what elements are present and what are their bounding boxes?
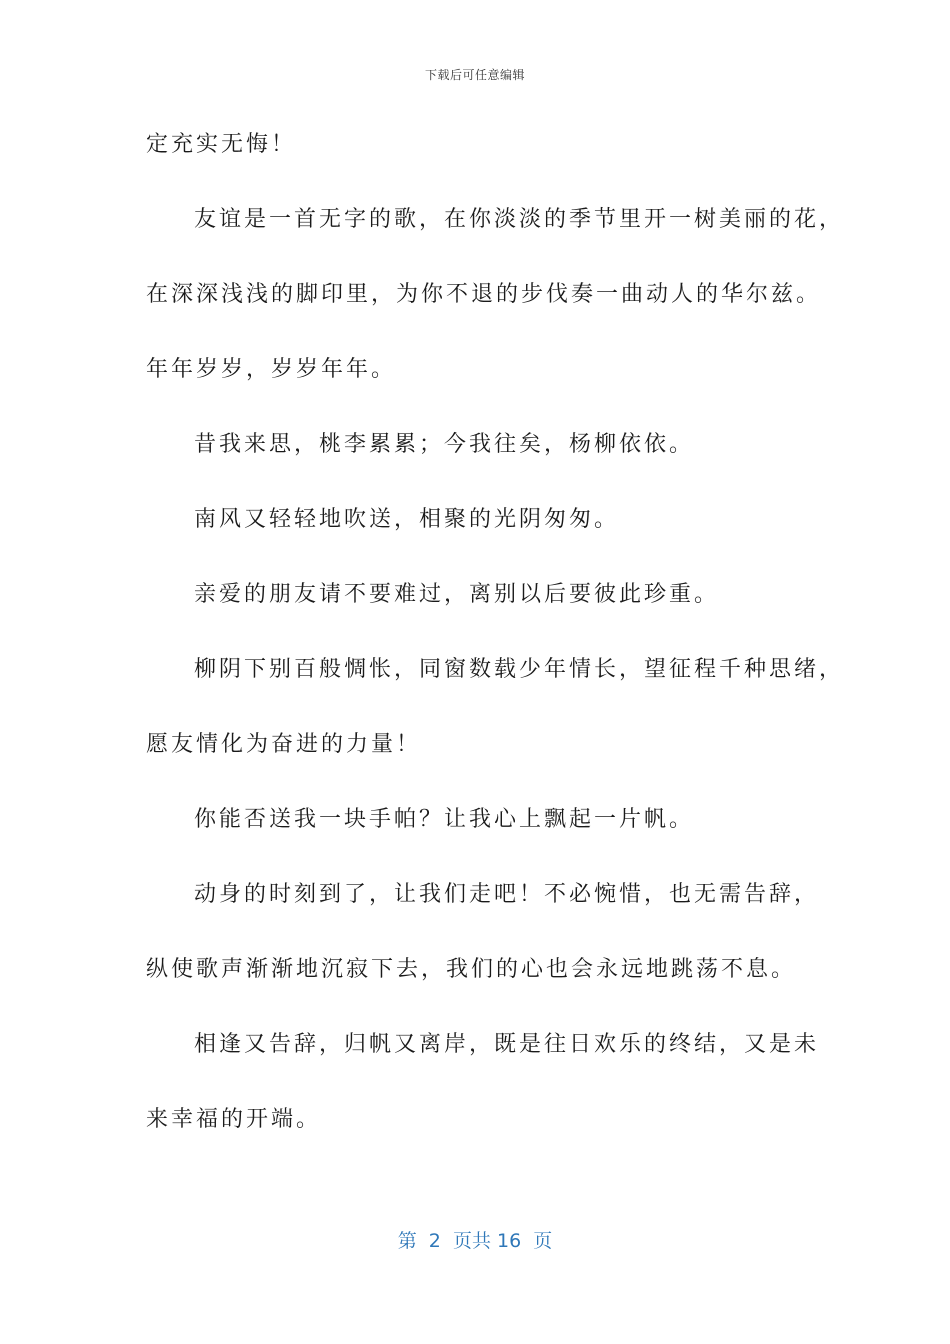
text-line-6: 南风又轻轻地吹送，相聚的光阴匆匆。 [194, 507, 620, 532]
page-header: 下载后可任意编辑 [424, 68, 525, 82]
text-line-8: 柳阴下别百般惆怅，同窗数载少年情长，望征程千种思绪， [194, 657, 845, 682]
text-line-3: 在深深浅浅的脚印里，为你不退的步伐奏一曲动人的华尔兹。 [146, 282, 822, 307]
text-line-12: 纵使歌声渐渐地沉寂下去，我们的心也会永远地跳荡不息。 [146, 957, 797, 982]
text-line-2: 友谊是一首无字的歌，在你淡淡的季节里开一树美丽的花， [194, 207, 845, 232]
text-line-7: 亲爱的朋友请不要难过，离别以后要彼此珍重。 [194, 582, 720, 607]
text-line-11: 动身的时刻到了，让我们走吧！不必惋惜，也无需告辞， [194, 882, 820, 907]
page-number-footer: 第 2 页共 16 页 [397, 1230, 553, 1252]
text-line-14: 来幸福的开端。 [146, 1107, 322, 1132]
text-line-10: 你能否送我一块手帕？让我心上飘起一片帆。 [194, 807, 695, 832]
text-line-5: 昔我来思，桃李累累；今我往矣，杨柳依依。 [194, 432, 695, 457]
text-line-9: 愿友情化为奋进的力量！ [146, 732, 422, 757]
text-line-13: 相逢又告辞，归帆又离岸，既是往日欢乐的终结，又是未 [194, 1032, 820, 1057]
text-line-1: 定充实无悔！ [146, 132, 297, 157]
text-line-4: 年年岁岁，岁岁年年。 [146, 357, 397, 382]
